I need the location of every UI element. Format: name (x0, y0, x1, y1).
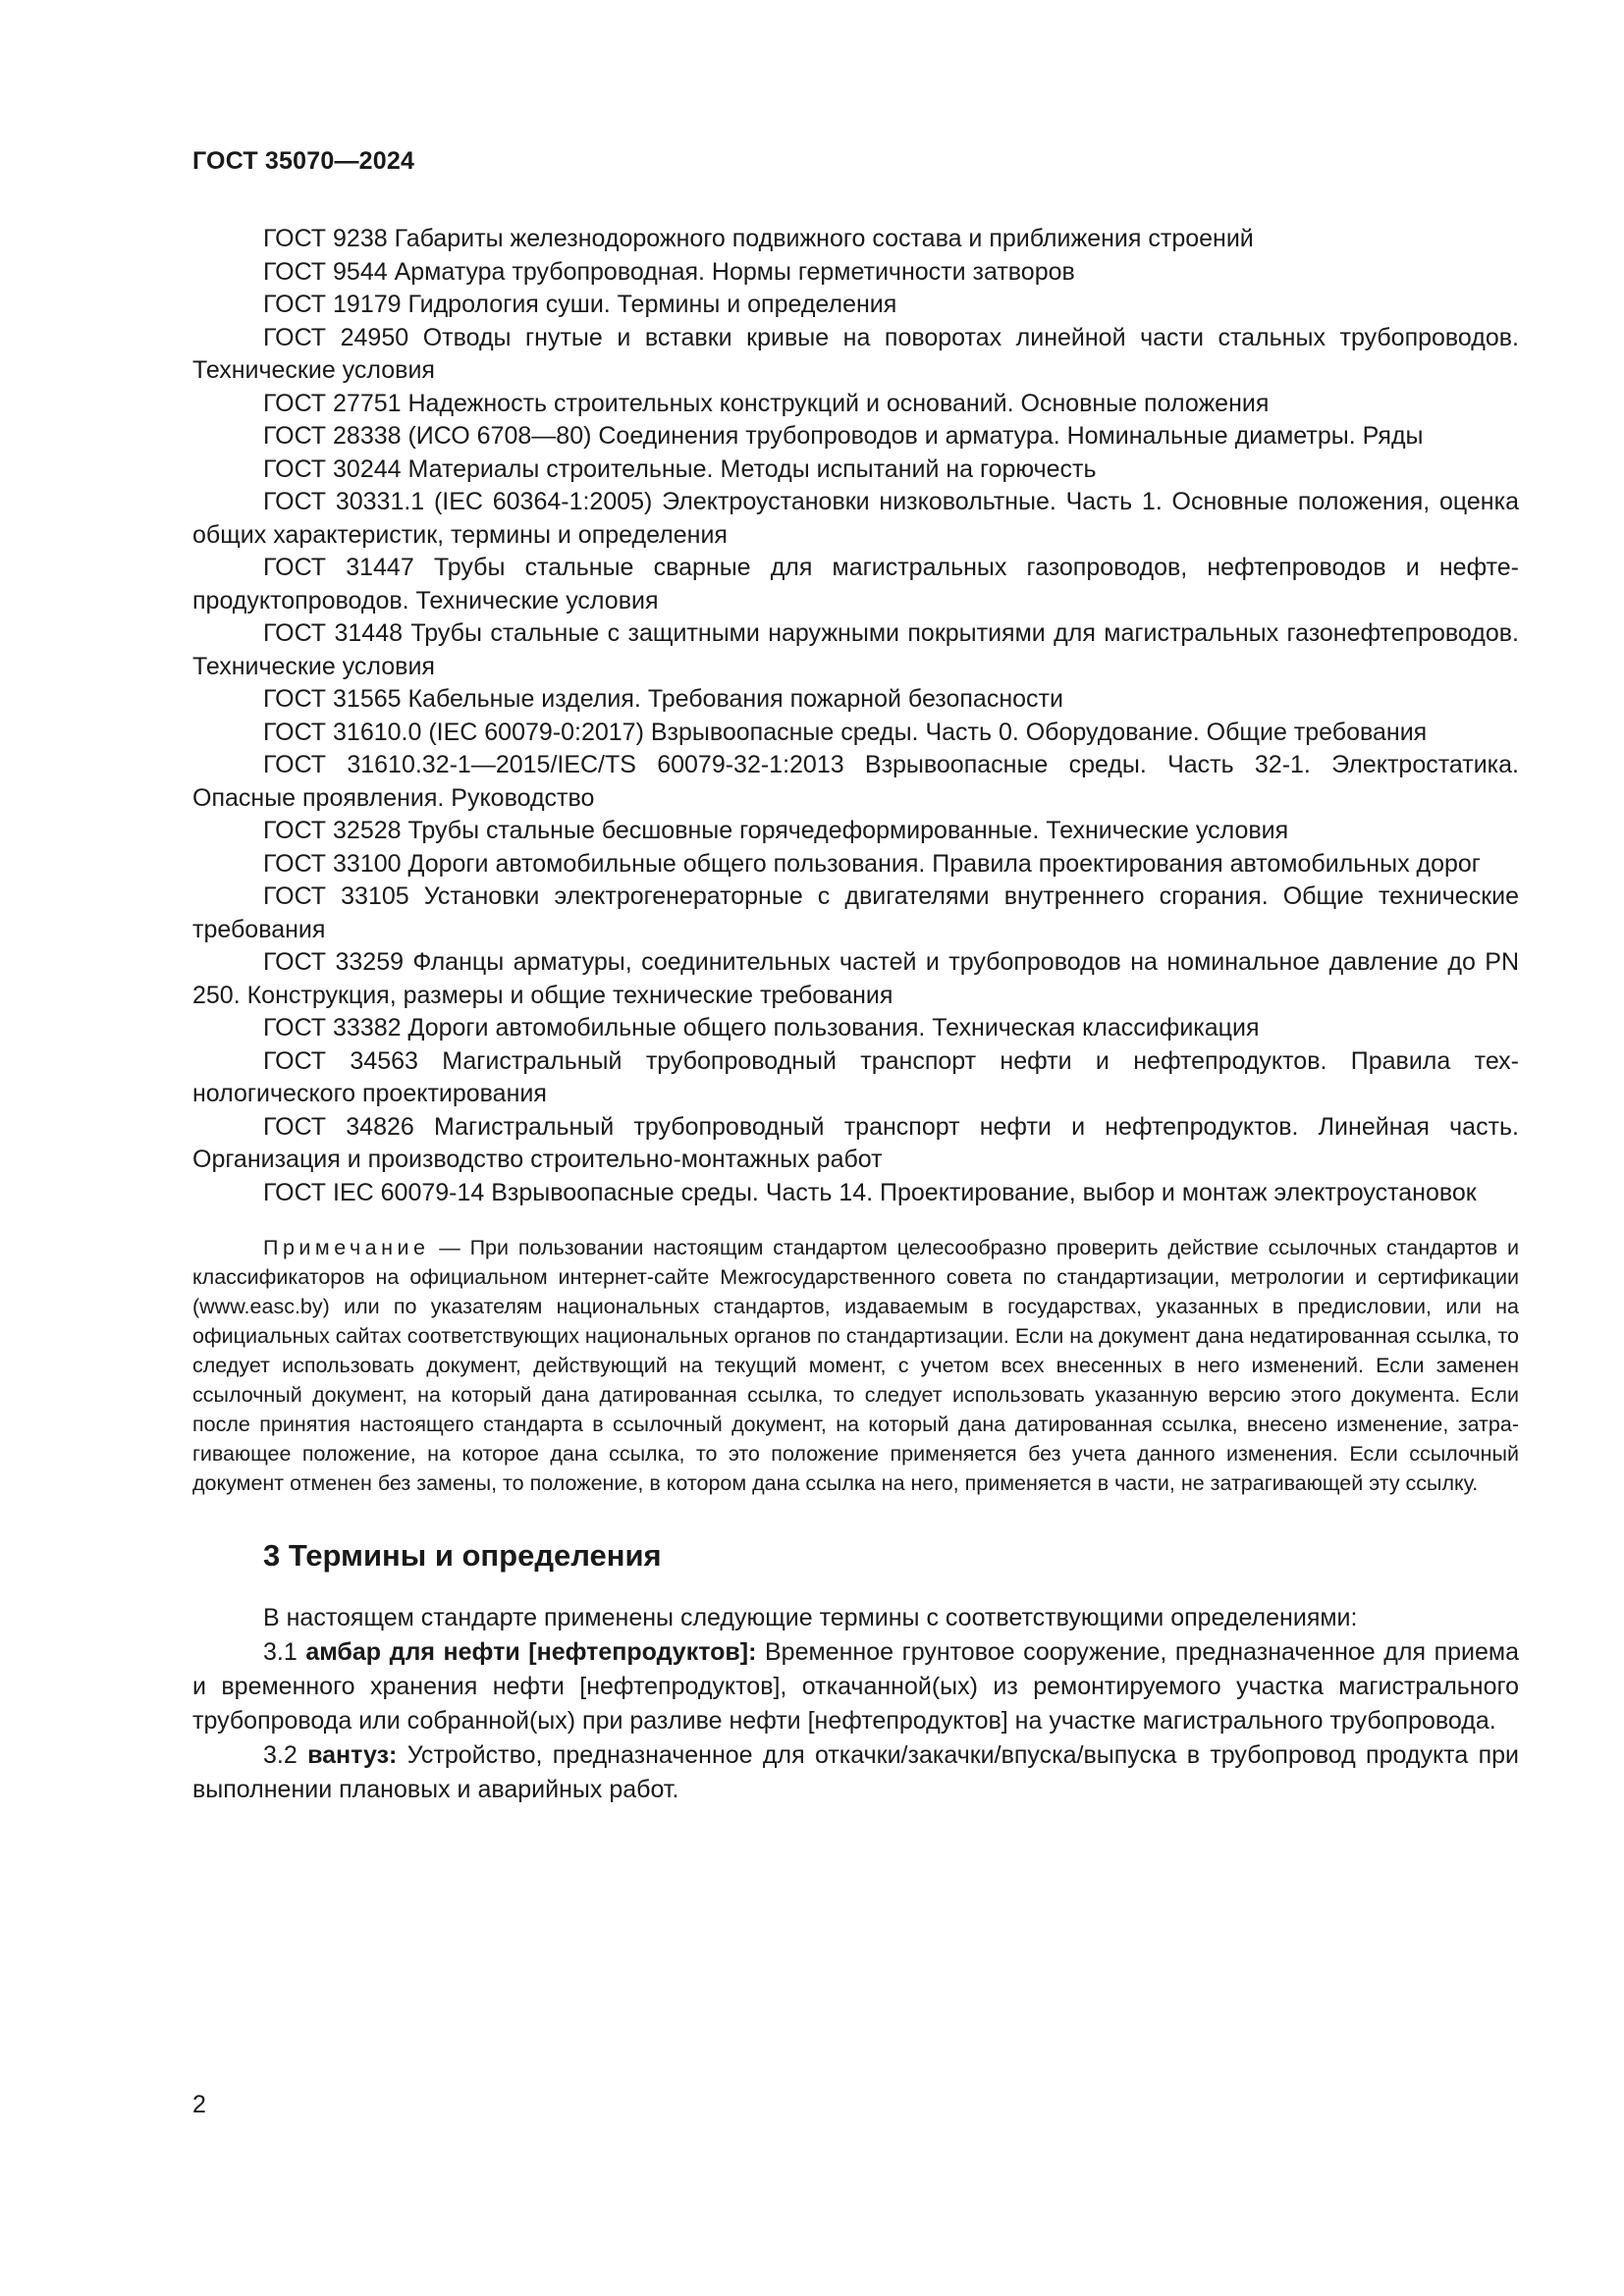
term-entry (192, 1738, 1519, 1807)
document-header: ГОСТ 35070—2024 (192, 147, 415, 175)
note-paragraph (192, 1233, 1519, 1498)
reference-item: ГОСТ 31610.32-1—2015/IEC/TS 60079-32-1:2013 Взрывоопасные среды. Часть 32-1. Электростатика. Опасные проявления. Руководство (192, 751, 1519, 812)
reference-item: ГОСТ 33382 Дороги автомобильные общего пользования. Техническая классификация (263, 1014, 1260, 1041)
reference-item: ГОСТ 31610.0 (IEC 60079-0:2017) Взрывоопасные среды. Часть 0. Оборудование. Общие требования (263, 718, 1428, 746)
term-definition: Временное грунтовое сооружение, предназначенное для приема и временного хранения нефти [нефтепродуктов], откачанной(ых) из ремонтируемого участка магистрального трубопровода или собранной(ых) при разливе нефти [нефтепродуктов] на участке магистрального трубопровода. (192, 1638, 1519, 1735)
reference-item: ГОСТ 19179 Гидрология суши. Термины и определения (263, 291, 897, 318)
reference-item: ГОСТ 24950 Отводы гнутые и вставки кривые на поворотах линейной части стальных трубопроводов. Технические условия (192, 323, 1519, 384)
terms-list (192, 1601, 1519, 1807)
reference-item: ГОСТ 33105 Установки электрогенераторные с двигателями внутреннего сгорания. Общие технические требования (192, 882, 1519, 943)
term-name: амбар для нефти [нефтепродуктов]: (305, 1638, 757, 1666)
terms-intro: В настоящем стандарте применены следующие термины с соответствующими определениями: (263, 1604, 1358, 1631)
reference-item: ГОСТ 34826 Магистральный трубопроводный транспорт нефти и нефтепродуктов. Линейная часть. Организация и производство строительно-монтажных работ (192, 1112, 1519, 1173)
term-number: 3.2 (263, 1741, 308, 1769)
reference-item: ГОСТ 9544 Арматура трубопроводная. Нормы герметичности затворов (263, 257, 1075, 286)
reference-item: ГОСТ 33259 Фланцы арматуры, соединительных частей и трубопроводов на номинальное давление до PN 250. Конструкция, размеры и общие технические требования (192, 948, 1519, 1009)
reference-item: ГОСТ 32528 Трубы стальные бесшовные горячедеформированные. Технические условия (263, 817, 1289, 844)
reference-item: ГОСТ 33100 Дороги автомобильные общего пользования. Правила проектирования автомобильных дорог (263, 849, 1481, 878)
note-label: Примечание (263, 1236, 430, 1259)
reference-item: ГОСТ 27751 Надежность строительных конструкций и оснований. Основные положения (263, 389, 1270, 417)
page-number: 2 (192, 2091, 206, 2118)
term-entry (192, 1635, 1519, 1738)
reference-item: ГОСТ 30331.1 (IEC 60364-1:2005) Электроустановки низковольтные. Часть 1. Основные положения, оценка общих характеристик, термины и определения (192, 488, 1519, 549)
reference-item: ГОСТ IEC 60079-14 Взрывоопасные среды. Часть 14. Проектирование, выбор и монтаж электроустановок (263, 1178, 1477, 1206)
page-content (192, 223, 1519, 1807)
reference-item: ГОСТ 34563 Магистральный трубопроводный транспорт нефти и нефтепродуктов. Правила технологического проектирования (192, 1046, 1519, 1107)
section-heading: 3 Термины и определения (263, 1538, 662, 1573)
term-name: вантуз: (307, 1741, 398, 1769)
reference-item: ГОСТ 31447 Трубы стальные сварные для магистральных газопроводов, нефтепроводов и нефтепродуктопроводов. Технические условия (192, 554, 1519, 614)
note-text: — При пользовании настоящим стандартом целесообразно проверить действие ссылочных стандартов и классификаторов на официальном интернет-сайте Межгосударственного совета по стандартизации, метрологии и сертификации (www.easc.by) или по указателям национальных стандартов, издаваемым в государствах, указанных в предисловии, или на официальных сайтах соответствующих национальных органов по стандартизации. Если на документ дана недатированная ссылка, то следует использовать документ, действующий на текущий момент, с учетом всех внесенных в него изменений. Если заменен ссылочный документ, на который дана датированная ссылка, то следует использовать указанную версию этого документа. Если после принятия настоящего стандарта в ссылочный документ, на который дана датированная ссылка, внесено изменение, затрагивающее положение, на которое дана ссылка, то это положение применяется без учета данного изменения. Если ссылочный документ отменен без замены, то положение, в котором дана ссылка на него, применяется в части, не затрагивающей эту ссылку. (192, 1236, 1519, 1495)
normative-references-list (192, 223, 1519, 1209)
term-number: 3.1 (263, 1638, 306, 1666)
reference-item: ГОСТ 9238 Габариты железнодорожного подвижного состава и приближения строений (263, 225, 1254, 252)
term-definition: Устройство, предназначенное для откачки/закачки/впуска/выпуска в трубопровод продукта при выполнении плановых и аварийных работ. (192, 1741, 1519, 1803)
reference-item: ГОСТ 31448 Трубы стальные с защитными наружными покрытиями для магистральных газонефтепроводов. Технические условия (192, 619, 1519, 680)
reference-item: ГОСТ 31565 Кабельные изделия. Требования пожарной безопасности (263, 685, 1063, 713)
reference-item: ГОСТ 28338 (ИСО 6708—80) Соединения трубопроводов и арматура. Номинальные диаметры. Ряды (263, 422, 1424, 450)
reference-item: ГОСТ 30244 Материалы строительные. Методы испытаний на горючесть (263, 454, 1097, 483)
